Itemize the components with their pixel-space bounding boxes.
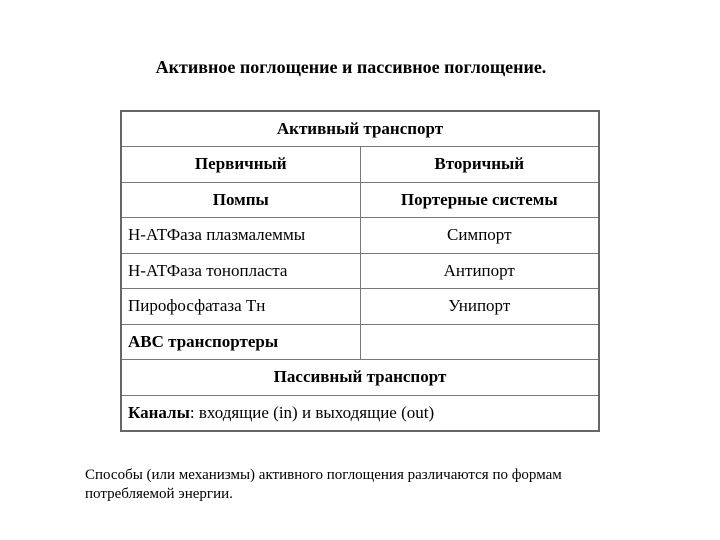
table-row bbox=[121, 253, 599, 289]
row-left: Н-АТФаза плазмалеммы bbox=[121, 218, 360, 254]
channels-label: Каналы bbox=[128, 402, 190, 422]
empty-cell bbox=[360, 324, 599, 360]
porters-header: Портерные системы bbox=[360, 182, 599, 218]
secondary-header: Вторичный bbox=[360, 147, 599, 183]
active-transport-header: Активный транспорт bbox=[121, 111, 599, 147]
channels-text: : входящие (in) и выходящие (out) bbox=[189, 402, 435, 422]
row-left: Пирофосфатаза Тн bbox=[121, 289, 360, 325]
transport-table bbox=[120, 110, 600, 432]
primary-header: Первичный bbox=[121, 147, 360, 183]
row-right: Симпорт bbox=[360, 218, 599, 254]
passive-transport-header: Пассивный транспорт bbox=[121, 360, 599, 396]
slide-title: Активное поглощение и пассивное поглощение. bbox=[155, 57, 547, 77]
pumps-header: Помпы bbox=[121, 182, 360, 218]
table-row bbox=[121, 289, 599, 325]
abc-transporters: АВС транспортеры bbox=[121, 324, 360, 360]
row-right: Унипорт bbox=[360, 289, 599, 325]
footer-note: Способы (или механизмы) активного поглощения различаются по формам потребляемой энергии. bbox=[85, 467, 562, 502]
row-right: Антипорт bbox=[360, 253, 599, 289]
table-row bbox=[121, 218, 599, 254]
channels-cell bbox=[121, 395, 599, 431]
row-left: Н-АТФаза тонопласта bbox=[121, 253, 360, 289]
